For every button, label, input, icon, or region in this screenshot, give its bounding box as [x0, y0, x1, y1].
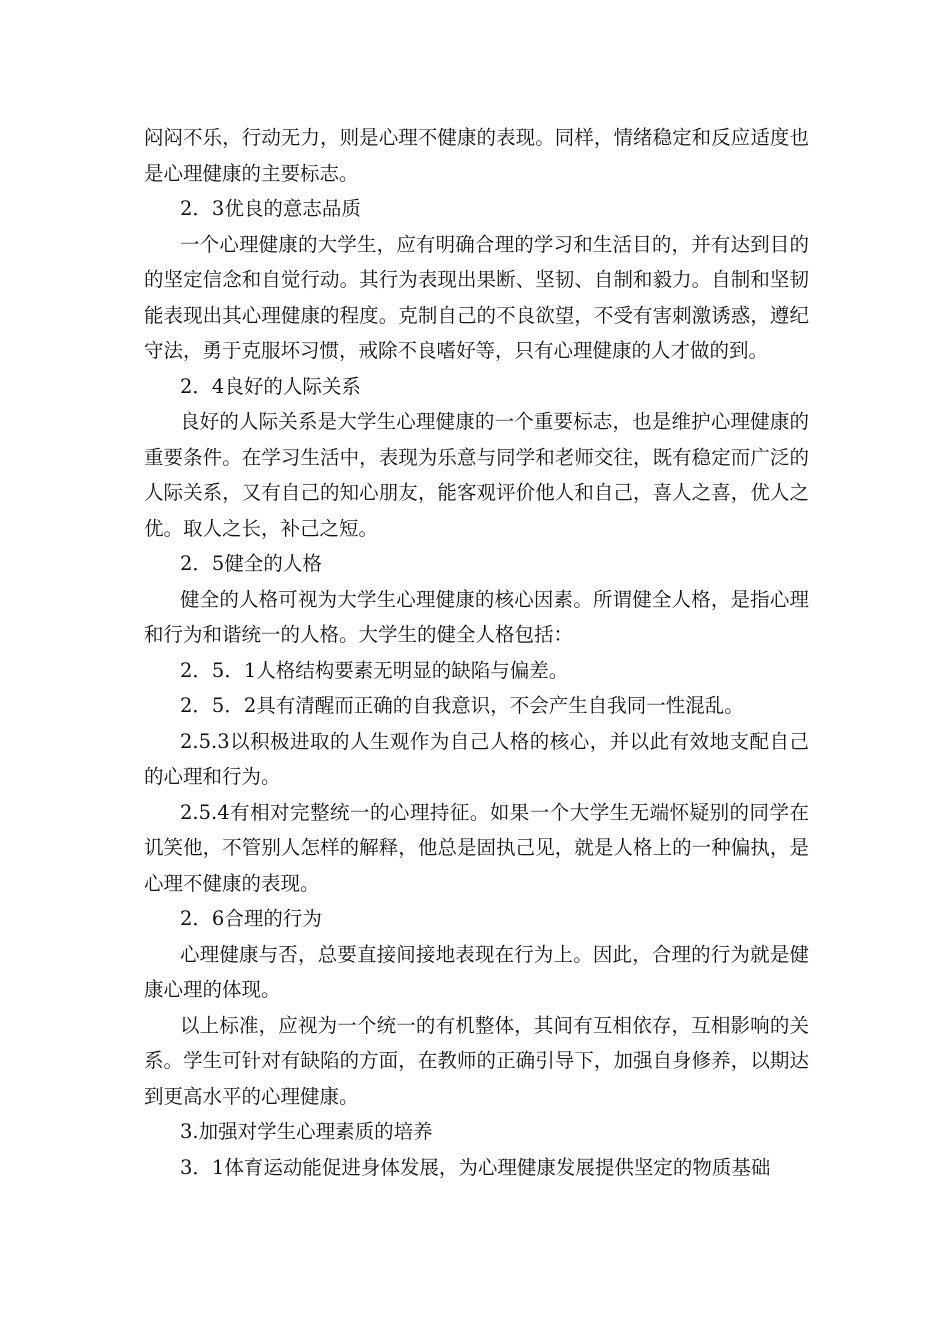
list-item-2-5-2: 2．5．2具有清醒而正确的自我意识，不会产生自我同一性混乱。	[180, 694, 744, 717]
paragraph: 良好的人际关系是大学生心理健康的一个重要标志，也是维护心理健康的重要条件。在学习生活中，表现为乐意与同学和老师交往，既有稳定而广泛的人际关系，又有自己的知心朋友，能客观评价他人和自己，喜人之喜，优人之优。取人之长，补己之短。	[144, 410, 809, 540]
paragraph-continuation: 闷闷不乐，行动无力，则是心理不健康的表现。同样，情绪稳定和反应适度也是心理健康的主要标志。	[144, 126, 809, 185]
list-item-2-5-4: 2.5.4有相对完整统一的心理持征。如果一个大学生无端怀疑别的同学在讥笑他，不管别人怎样的解释，他总是固执己见，就是人格上的一种偏执，是心理不健康的表现。	[144, 800, 809, 895]
paragraph: 心理健康与否，总要直接间接地表现在行为上。因此，合理的行为就是健康心理的体现。	[144, 942, 809, 1001]
section-heading-2-5: 2．5健全的人格	[180, 552, 322, 575]
section-heading-2-4: 2．4良好的人际关系	[180, 374, 361, 398]
paragraph: 以上标准，应视为一个统一的有机整体，其间有互相依存，互相影响的关系。学生可针对有缺陷的方面，在教师的正确引导下，加强自身修养，以期达到更高水平的心理健康。	[144, 1013, 809, 1108]
document-body	[144, 120, 809, 1185]
section-heading-2-3: 2．3优良的意志品质	[180, 197, 361, 220]
section-heading-2-6: 2．6合理的行为	[180, 907, 322, 930]
section-heading-3-1: 3．1体育运动能促进身体发展，为心理健康发展提供坚定的物质基础	[180, 1155, 771, 1179]
paragraph: 一个心理健康的大学生，应有明确合理的学习和生活目的，并有达到目的的坚定信念和自觉行动。其行为表现出果断、坚韧、自制和毅力。自制和坚韧能表现出其心理健康的程度。克制自己的不良欲望，不受有害刺激诱惑，遵纪守法，勇于克服坏习惯，戒除不良嗜好等，只有心理健康的人才做的到。	[144, 232, 809, 362]
section-heading-3: 3.加强对学生心理素质的培养	[180, 1120, 433, 1143]
paragraph: 健全的人格可视为大学生心理健康的核心因素。所谓健全人格，是指心理和行为和谐统一的人格。大学生的健全人格包括：	[144, 587, 809, 646]
list-item-2-5-1: 2．5．1人格结构要素无明显的缺陷与偏差。	[180, 658, 569, 682]
list-item-2-5-3: 2.5.3以积极进取的人生观作为自己人格的核心，并以此有效地支配自己的心理和行为。	[144, 729, 809, 788]
